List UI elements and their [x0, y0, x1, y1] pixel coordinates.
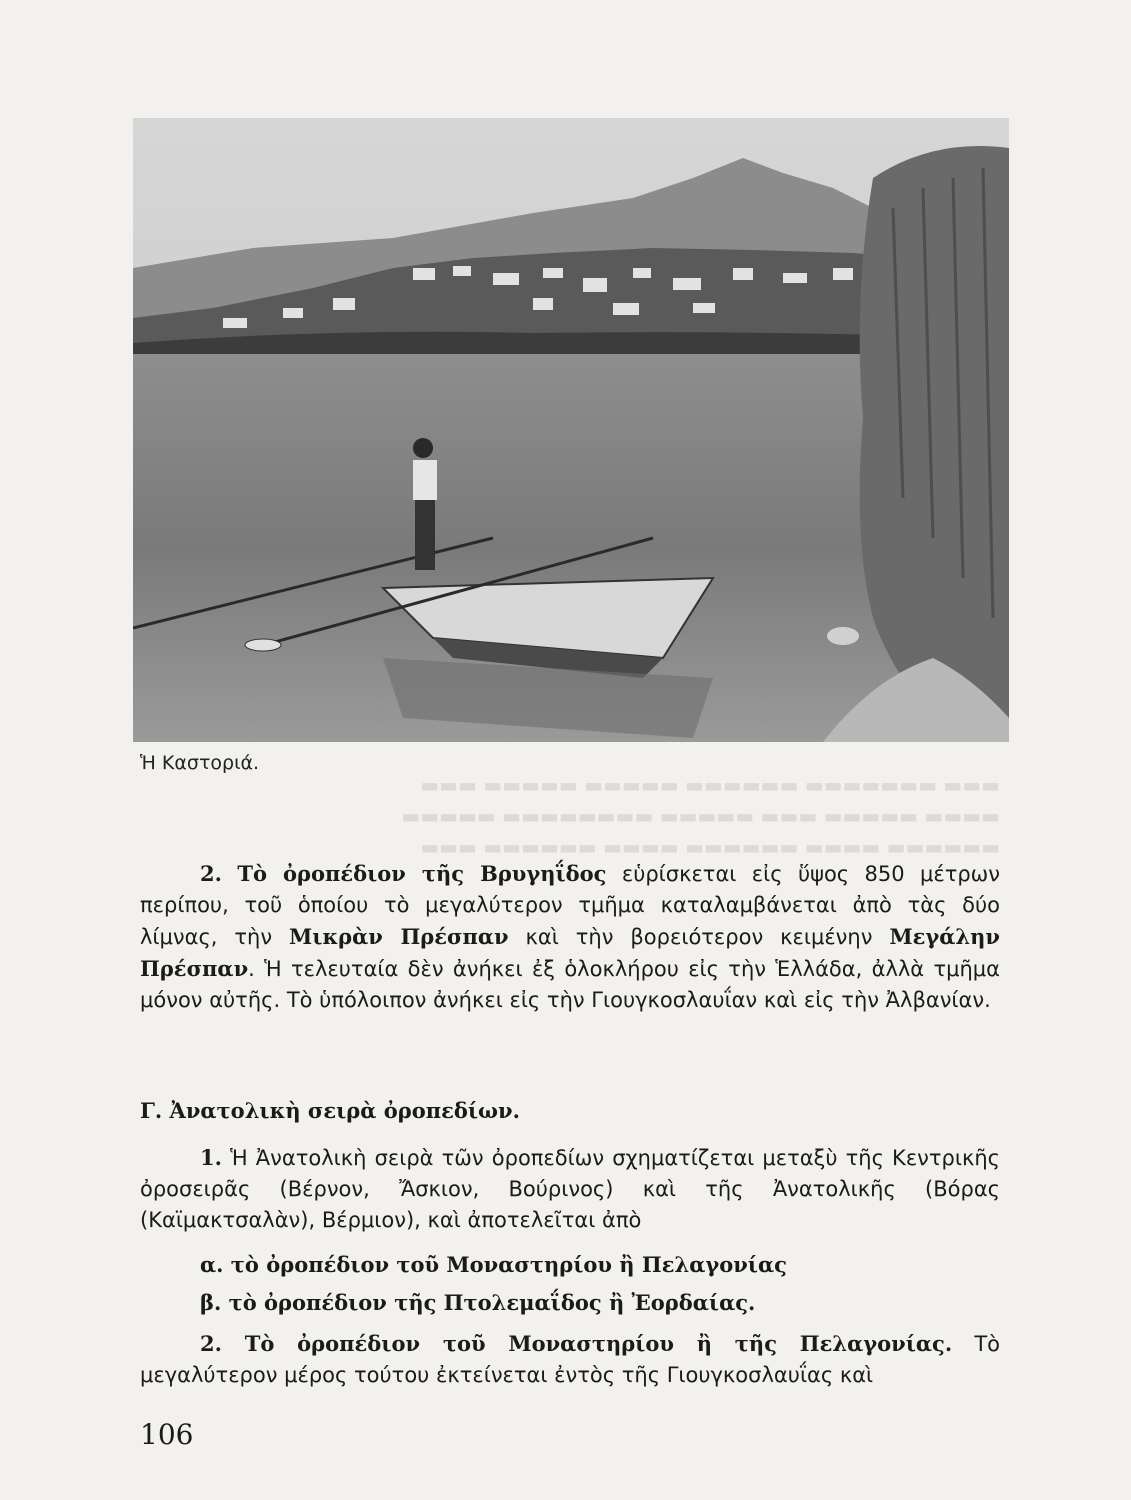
section-2-title: Τὸ ὀροπέδιον τῆς Βρυγηΐδος	[237, 861, 607, 886]
section-g-paragraph-2	[140, 1328, 1000, 1391]
section-2-text-b: καὶ τὴν βορειότερον κειμένην	[508, 925, 890, 949]
section-2-text-c: . Ἡ τελευταία δὲν ἀνήκει ἐξ ὁλοκλήρου εἰς τὴν Ἑλλάδα, ἀλλὰ τμῆμα μόνον αὐτῆς. Τὸ ὑπόλοιπον ἀνήκει εἰς τὴν Γιουγκοσλαυΐαν καὶ εἰς τὴν Ἀλβανίαν.	[140, 957, 1000, 1012]
kastoria-photo	[133, 118, 1009, 742]
section-g-p1-text: Ἡ Ἀνατολικὴ σειρὰ τῶν ὀροπεδίων σχηματίζεται μεταξὺ τῆς Κεντρικῆς ὀροσειρᾶς (Βέρνον, Ἄσκιον, Βούρινος) καὶ τῆς Ἀνατολικῆς (Βόρας (Καϊμακτσαλὰν), Βέρμιον), καὶ ἀποτελεῖται ἀπὸ	[140, 1146, 1000, 1232]
section-g-p1-number: 1.	[200, 1145, 222, 1170]
section-g-heading: Γ. Ἀνατολικὴ σειρὰ ὀροπεδίων.	[140, 1098, 520, 1123]
page-number: 106	[140, 1418, 194, 1451]
bleed-through-text: ▬▬▬ ▬▬▬▬▬▬▬ ▬▬▬▬▬▬ ▬▬▬▬▬ ▬▬▬▬▬ ▬▬▬ ▬▬▬▬ ▬▬▬▬▬ ▬▬▬ ▬▬▬▬▬ ▬▬▬▬▬▬▬▬ ▬▬▬▬▬ ▬▬▬▬▬▬ ▬▬▬▬ ▬▬▬▬▬▬ ▬▬▬▬ ▬▬▬▬▬▬ ▬▬▬	[401, 773, 1000, 859]
list-item-b: β. τὸ ὀροπέδιον τῆς Πτολεμαΐδος ἢ Ἐορδαίας.	[200, 1290, 756, 1315]
section-2-paragraph	[140, 858, 1000, 1016]
section-g-p2-text: Τὸ μεγαλύτερον μέρος τούτου ἐκτείνεται ἐντὸς τῆς Γιουγκοσλαυΐας καὶ	[140, 1332, 1001, 1387]
lake-megali-prespa: Μεγάλην Πρέσπαν	[140, 924, 1000, 981]
section-2-number: 2.	[200, 861, 222, 886]
section-g-p2-title: 2. Τὸ ὀροπέδιον τοῦ Μοναστηρίου ἢ τῆς Πελαγονίας.	[200, 1331, 953, 1356]
section-2-text-a: εὑρίσκεται εἰς ὕψος 850 μέτρων περίπου, τοῦ ὁποίου τὸ μεγαλύτερον τμῆμα καταλαμβάνεται ἀπὸ τὰς δύο λίμνας, τὴν	[140, 862, 1000, 949]
photo-caption: Ἡ Καστοριά.	[140, 752, 260, 774]
section-g-paragraph-1	[140, 1142, 1000, 1236]
lake-mikra-prespa: Μικρὰν Πρέσπαν	[289, 924, 509, 949]
list-item-a: α. τὸ ὀροπέδιον τοῦ Μοναστηρίου ἢ Πελαγονίας	[200, 1252, 787, 1277]
